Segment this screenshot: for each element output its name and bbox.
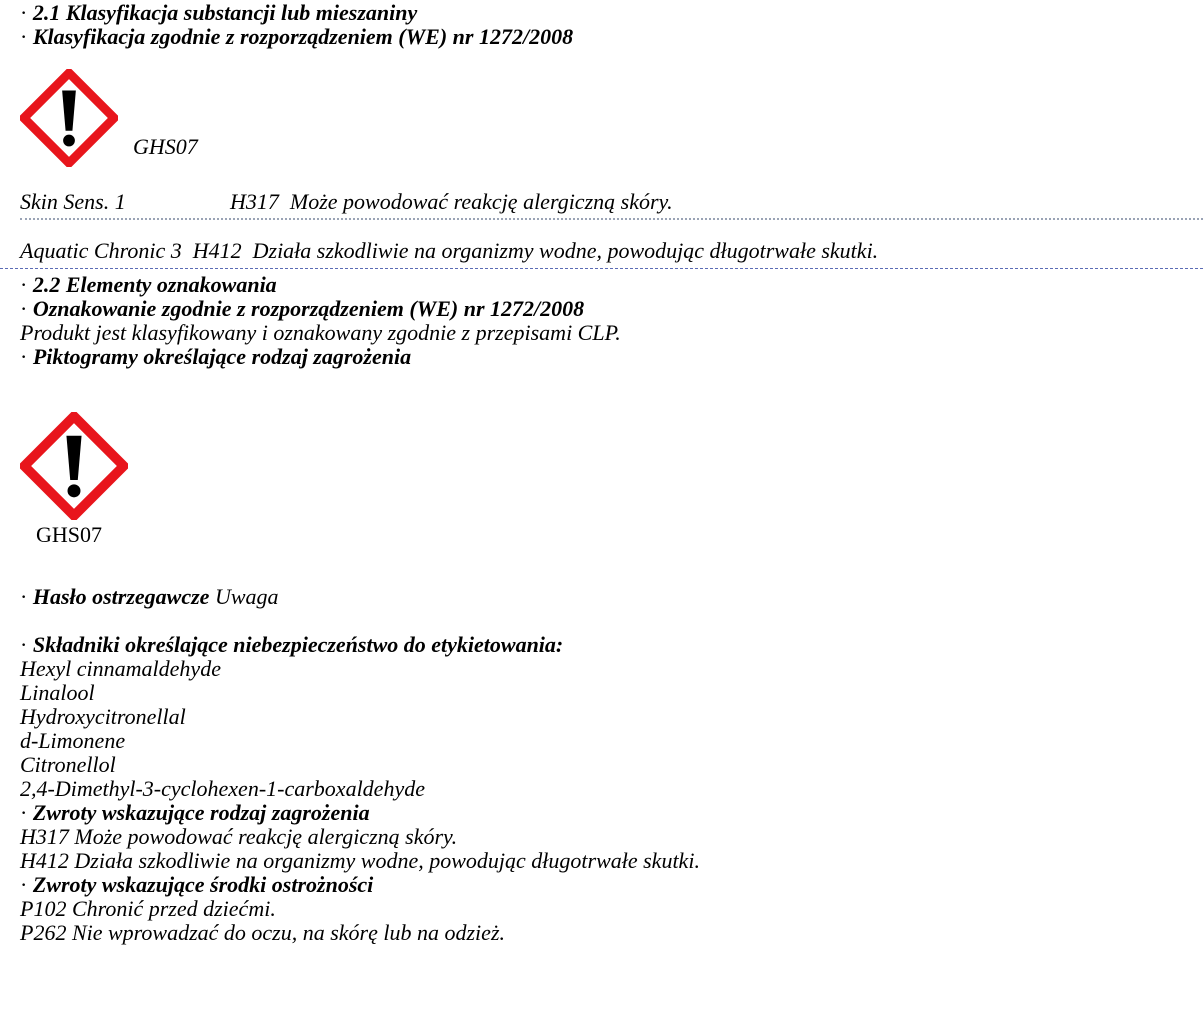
hazard-heading-line (20, 800, 370, 826)
section-2-1-subheading-line (20, 24, 573, 50)
pictograms-heading-line (20, 344, 411, 370)
labelling-heading: Oznakowanie zgodnie z rozporządzeniem (WE) nr 1272/2008 (32, 296, 585, 321)
section-2-2-heading: 2.2 Elementy oznakowania (32, 272, 277, 297)
classification-row (20, 189, 673, 215)
component-item: Hexyl cinnamaldehyde (20, 656, 221, 681)
component-item: 2,4-Dimethyl-3-cyclohexen-1-carboxaldehyde (20, 776, 425, 801)
classification-category: Skin Sens. 1 (20, 189, 126, 214)
ghs07-exclamation-icon (20, 69, 118, 167)
component-item: Hydroxycitronellal (20, 704, 186, 729)
signal-word-value: Uwaga (214, 584, 279, 609)
section-2-2-heading-line (20, 272, 277, 298)
classification-text: Działa szkodliwie na organizmy wodne, powodując długotrwałe skutki. (252, 238, 879, 263)
precaution-statement: P102 Chronić przed dziećmi. (20, 896, 276, 921)
classification-code: H317 (230, 189, 279, 214)
signal-word-line (20, 584, 279, 610)
classification-text: Może powodować reakcję alergiczną skóry. (289, 189, 673, 214)
pictograms-heading: Piktogramy określające rodzaj zagrożenia (32, 344, 412, 369)
bullet: · (20, 632, 28, 657)
dashed-separator (0, 268, 1203, 269)
bullet: · (20, 24, 28, 49)
bullet: · (20, 296, 28, 321)
classification-category: Aquatic Chronic 3 (20, 238, 182, 263)
hazard-statement: H412 Działa szkodliwie na organizmy wodne, powodując długotrwałe skutki. (20, 848, 700, 873)
labelling-text: Produkt jest klasyfikowany i oznakowany zgodnie z przepisami CLP. (20, 320, 621, 345)
dotted-separator (20, 218, 1203, 220)
hazard-heading: Zwroty wskazujące rodzaj zagrożenia (32, 800, 370, 825)
bullet: · (20, 272, 28, 297)
precaution-heading: Zwroty wskazujące środki ostrożności (32, 872, 374, 897)
hazard-statement: H317 Może powodować reakcję alergiczną skóry. (20, 824, 458, 849)
section-2-1-heading: 2.1 Klasyfikacja substancji lub mieszaniny (32, 0, 418, 25)
bullet: · (20, 344, 28, 369)
components-heading-line (20, 632, 563, 658)
bullet: · (20, 800, 28, 825)
bullet: · (20, 584, 28, 609)
ghs07-exclamation-icon (20, 412, 128, 520)
section-2-1-heading-line (20, 0, 417, 26)
precaution-statement: P262 Nie wprowadzać do oczu, na skórę lub na odzież. (20, 920, 505, 945)
bullet: · (20, 872, 28, 897)
classification-code: H412 (192, 238, 242, 263)
bullet: · (20, 0, 28, 25)
section-2-1-subheading: Klasyfikacja zgodnie z rozporządzeniem (WE) nr 1272/2008 (32, 24, 574, 49)
precaution-heading-line (20, 872, 373, 898)
signal-word-label: Hasło ostrzegawcze (32, 584, 210, 609)
pictogram-code-label: GHS07 (133, 134, 198, 159)
classification-row (20, 238, 878, 264)
component-item: d-Limonene (20, 728, 126, 753)
labelling-heading-line (20, 296, 584, 322)
component-item: Linalool (20, 680, 95, 705)
components-heading: Składniki określające niebezpieczeństwo do etykietowania: (32, 632, 564, 657)
pictogram-code-label: GHS07 (36, 522, 103, 547)
component-item: Citronellol (20, 752, 116, 777)
